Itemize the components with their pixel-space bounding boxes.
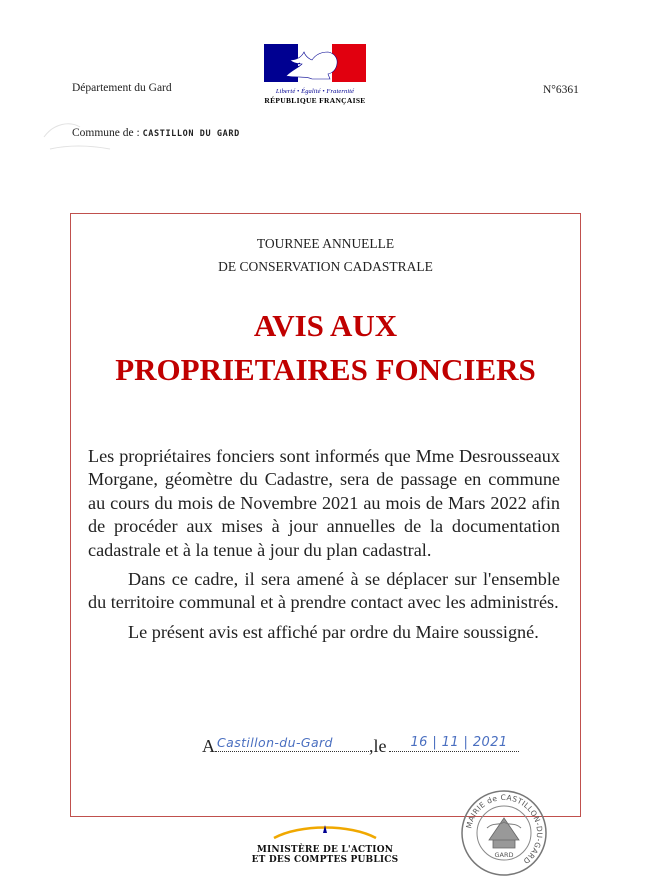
date-field xyxy=(389,735,519,752)
date-handwritten: 16 | 11 | 2021 xyxy=(410,735,508,750)
ministry-logo xyxy=(250,822,400,865)
seal-inner-text: GARD xyxy=(494,851,514,859)
ministry-line1: MINISTÈRE DE L'ACTION xyxy=(256,845,394,855)
commune-name: CASTILLON DU GARD xyxy=(142,129,240,139)
notice-title-line2: PROPRIETAIRES FONCIERS xyxy=(115,352,536,387)
document-number: N°6361 xyxy=(543,84,579,96)
place-handwritten: Castillon-du-Gard xyxy=(217,735,333,750)
department-label: Département du Gard xyxy=(72,82,172,94)
ministry-line2: ET DES COMPTES PUBLICS xyxy=(251,855,399,865)
notice-body xyxy=(88,445,560,650)
republique-francaise-logo xyxy=(264,44,366,105)
notice-title-line1: AVIS AUX xyxy=(253,308,398,343)
republique-francaise-label: RÉPUBLIQUE FRANÇAISE xyxy=(264,96,366,105)
motto: Liberté • Égalité • Fraternité xyxy=(275,88,355,95)
marianne-icon xyxy=(282,46,342,80)
scan-artifact xyxy=(40,115,120,155)
paragraph-1: Les propriétaires fonciers sont informés que Mme Desrousseaux Morgane, géomètre du Cadastre, sera de passage en commune au cours du mois de Novembre 2021 au mois de Mars 2022 afin de procéder aux mises à jour annuelles de la documentation cadastrale et à la tenue à jour du plan cadastral. xyxy=(88,446,560,560)
notice-subtitle-line2: DE CONSERVATION CADASTRALE xyxy=(218,259,433,274)
commune-label: Commune de : xyxy=(72,127,140,139)
signature-line xyxy=(202,736,519,757)
signature-prefix: A xyxy=(202,736,215,756)
tricolor-flag xyxy=(264,44,366,82)
town-hall-seal xyxy=(459,788,549,878)
place-field xyxy=(215,735,369,752)
paragraph-2: Dans ce cadre, il sera amené à se déplacer sur l'ensemble du territoire communal et à prendre contact avec les administrés. xyxy=(88,569,560,613)
paragraph-3: Le présent avis est affiché par ordre du Maire soussigné. xyxy=(128,621,539,642)
ministry-arc-icon xyxy=(270,822,380,840)
notice-subtitle-line1: TOURNEE ANNUELLE xyxy=(256,236,395,251)
seal-outer-text: MAIRIE de CASTILLON-DU-GARD xyxy=(464,792,545,866)
signature-separator: ,le xyxy=(369,736,387,756)
